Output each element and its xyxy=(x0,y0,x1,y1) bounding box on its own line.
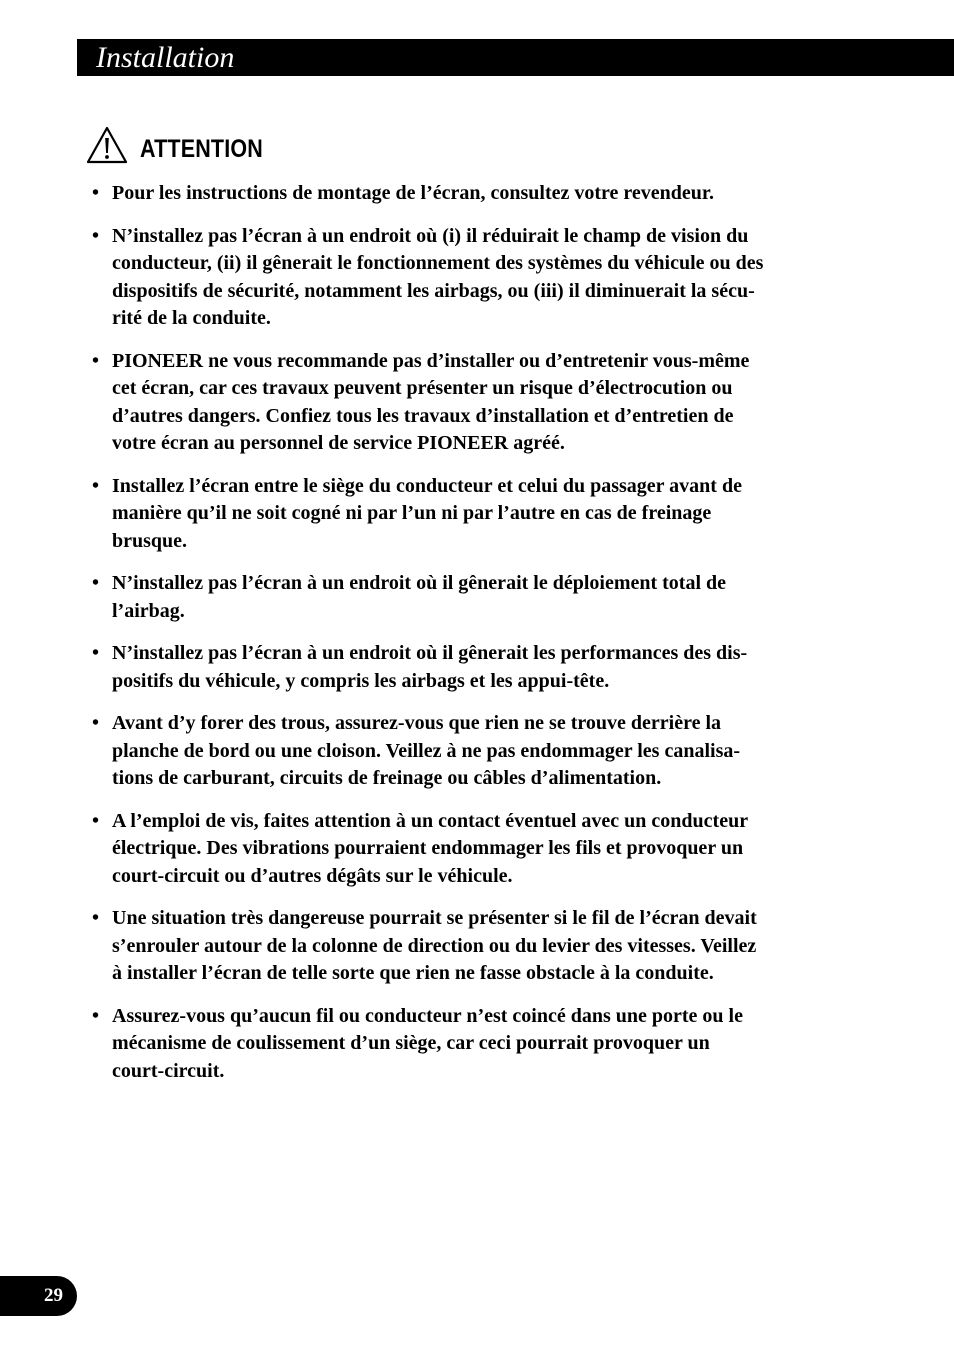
list-item-line: manière qu’il ne soit cogné ni par l’un ni par l’autre en cas de freinage xyxy=(112,502,712,524)
bullet-point: • xyxy=(92,224,100,247)
list-item xyxy=(92,808,872,891)
list-item-line: Installez l’écran entre le siège du conducteur et celui du passager avant de xyxy=(112,474,742,497)
bullet-point: • xyxy=(92,642,100,664)
list-item-line: mécanisme de coulissement d’un siège, car ceci pourrait provoquer un xyxy=(112,1032,710,1054)
list-item-line: planche de bord ou une cloison. Veillez à ne pas endommager les canalisa- xyxy=(112,739,741,762)
bullet-point: • xyxy=(92,907,100,929)
list-item-line: conducteur, (ii) il gênerait le fonctionnement des systèmes du véhicule ou des xyxy=(112,252,764,274)
bullet-point: • xyxy=(92,809,100,832)
bullet-point: • xyxy=(92,712,100,734)
caution-bullet-list xyxy=(92,180,872,1100)
list-item-line: N’installez pas l’écran à un endroit où il gênerait les performances des dis- xyxy=(112,642,748,664)
list-item-line: Avant d’y forer des trous, assurez-vous que rien ne se trouve derrière la xyxy=(112,712,722,734)
list-item xyxy=(92,1003,872,1086)
list-item-line: positifs du véhicule, y compris les airbags et les appui-tête. xyxy=(112,669,610,692)
list-item-line: tions de carburant, circuits de freinage ou câbles d’alimentation. xyxy=(112,767,662,789)
list-item-line: à installer l’écran de telle sorte que rien ne fasse obstacle à la conduite. xyxy=(112,962,714,984)
list-item xyxy=(92,223,872,333)
list-item-line: dispositifs de sécurité, notamment les airbags, ou (iii) il diminuerait la sécu- xyxy=(112,279,755,302)
bullet-point: • xyxy=(92,474,100,497)
bullet-point: • xyxy=(92,349,100,372)
list-item-line: électrique. Des vibrations pourraient endommager les fils et provoquer un xyxy=(112,837,744,859)
list-item-line: N’installez pas l’écran à un endroit où (i) il réduirait le champ de vision du xyxy=(112,224,749,247)
list-item xyxy=(92,710,872,793)
list-item-line: s’enrouler autour de la colonne de direction ou du levier des vitesses. Veillez xyxy=(112,934,757,957)
list-item-line: d’autres dangers. Confiez tous les travaux d’installation et d’entretien de xyxy=(112,404,734,427)
list-item-line: N’installez pas l’écran à un endroit où il gênerait le déploiement total de xyxy=(112,572,727,594)
page-number-tab xyxy=(0,1276,77,1316)
section-header-bar xyxy=(77,39,954,76)
warning-triangle-icon xyxy=(86,126,128,164)
list-item-line: votre écran au personnel de service PIONEER agréé. xyxy=(112,432,565,454)
bullet-point: • xyxy=(92,572,100,594)
page-number: 29 xyxy=(44,1285,63,1306)
list-item-line: PIONEER ne vous recommande pas d’installer ou d’entretenir vous-même xyxy=(112,349,750,372)
list-item-line: A l’emploi de vis, faites attention à un contact éventuel avec un conducteur xyxy=(112,809,749,832)
section-title: Installation xyxy=(96,41,235,74)
attention-heading: ATTENTION xyxy=(140,135,263,163)
list-item-line: rité de la conduite. xyxy=(112,307,271,329)
list-item-line: Assurez-vous qu’aucun fil ou conducteur n’est coincé dans une porte ou le xyxy=(112,1004,743,1027)
list-item-line: cet écran, car ces travaux peuvent présenter un risque d’électrocution ou xyxy=(112,377,733,399)
bullet-point: • xyxy=(92,182,100,204)
bullet-point: • xyxy=(92,1004,100,1027)
list-item-line: Pour les instructions de montage de l’écran, consultez votre revendeur. xyxy=(112,182,714,204)
list-item-line: Une situation très dangereuse pourrait se présenter si le fil de l’écran devait xyxy=(112,907,757,929)
list-item-line: l’airbag. xyxy=(112,599,185,622)
list-item-line: brusque. xyxy=(112,529,188,552)
list-item xyxy=(92,640,872,695)
list-item xyxy=(92,473,872,556)
list-item xyxy=(92,905,872,988)
list-item-line: court-circuit ou d’autres dégâts sur le véhicule. xyxy=(112,864,513,887)
attention-heading-block xyxy=(86,126,386,166)
list-item xyxy=(92,570,872,625)
list-item xyxy=(92,180,872,208)
list-item-line: court-circuit. xyxy=(112,1059,225,1082)
list-item xyxy=(92,348,872,458)
